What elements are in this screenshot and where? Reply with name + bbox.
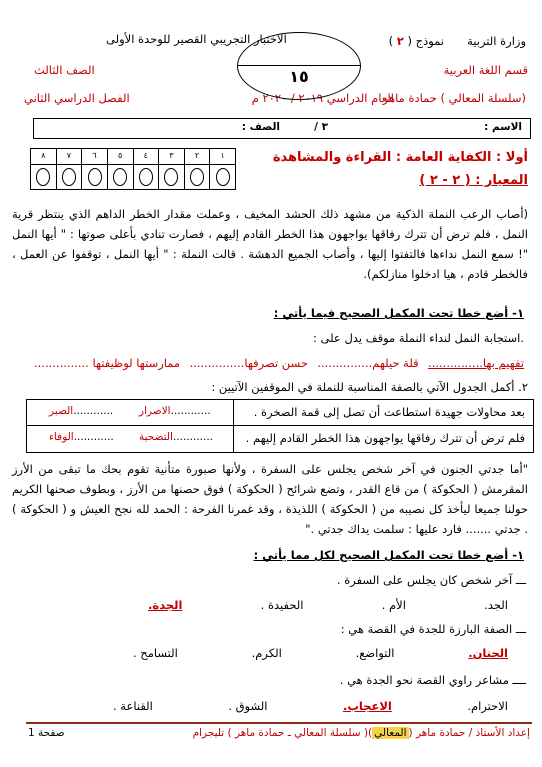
grid-number-cell: ٤ bbox=[133, 149, 159, 164]
series-label: (سلسلة المعالي ) حمادة ماهر bbox=[382, 91, 526, 105]
question-1-options bbox=[34, 356, 524, 374]
question-3-title: ١- أضع خطا تحت المكمل الصحيح لكل مما يأتي : bbox=[253, 548, 524, 562]
answer-bubble[interactable] bbox=[36, 168, 50, 186]
question-3-item-1-option[interactable]: الأم . bbox=[381, 598, 406, 612]
grid-bubble-cell[interactable] bbox=[107, 164, 133, 189]
question-3-item-3-options bbox=[113, 699, 508, 717]
year-label: العام الدراسي ٢٠١٩ / ٢٠٢٠ م bbox=[251, 91, 394, 105]
student-info-box bbox=[33, 118, 531, 139]
question-3-item-2-stem: ـــ الصفة البارزة للجدة في القصة هي : bbox=[340, 622, 526, 636]
traits-table bbox=[26, 399, 534, 453]
score-oval bbox=[237, 32, 361, 100]
criterion-label: المعيار : ( ٢ - ٢ ) bbox=[419, 173, 528, 188]
grid-number-cell: ٥ bbox=[107, 149, 133, 164]
question-3-item-1-option[interactable]: الجدة. bbox=[148, 598, 183, 612]
question-1-title: ١- أضع خطا تحت المكمل الصحيح فيما يأتي : bbox=[273, 306, 524, 320]
exam-title: الاختبار التجريبي القصير للوحدة الأولى bbox=[106, 32, 287, 46]
answer-bubble-grid bbox=[30, 148, 236, 190]
question-3-item-1-option[interactable]: الحفيدة . bbox=[260, 598, 304, 612]
dept-label: قسم اللغة العربية bbox=[443, 63, 528, 77]
table-row-1-text: بعد محاولات جهيدة استطاعت أن تصل إلى قمة الصخرة . bbox=[253, 405, 525, 419]
model-label: نموذج ( ٢ ) bbox=[388, 34, 444, 48]
grid-bubble-cell[interactable] bbox=[158, 164, 184, 189]
ministry-label: وزارة التربية bbox=[467, 34, 526, 48]
question-1-stem: .استجابة النمل لنداء النملة موقف يدل على : bbox=[313, 331, 524, 345]
table-row-2-text: فلم ترض أن تترك رفاقها يواجهون هذا الخطر القادم إليهم . bbox=[245, 431, 525, 445]
question-3-item-2-options bbox=[133, 646, 508, 664]
question-3-item-1-options bbox=[148, 598, 508, 616]
section-title: أولا : الكفاية العامة : القراءة والمشاهدة bbox=[272, 150, 528, 165]
question-3-item-2-option[interactable]: الحنان. bbox=[468, 646, 508, 660]
grid-bubble-cell[interactable] bbox=[31, 164, 56, 189]
answer-bubble[interactable] bbox=[113, 168, 127, 186]
answer-bubble[interactable] bbox=[164, 168, 178, 186]
question-1-option[interactable]: قلة حيلهم............... bbox=[317, 356, 419, 370]
answer-bubble[interactable] bbox=[139, 168, 153, 186]
question-3-item-3-option[interactable]: الاحترام. bbox=[467, 699, 508, 713]
question-1-option[interactable]: ممارستها لوظيفتها ............... bbox=[34, 356, 181, 370]
reading-passage-1: (أصاب الرعب النملة الذكية من مشهد ذلك الحشد المخيف ، وعملت مقدار الخطر الداهم الذي ينتظر قرية النمل ، فلم ترض أن تترك رفاقها يواجهون هذا الخطر القادم إليهم ، فصارت تنادي بأعلى صوتها : " أيها النمل "! سمع النمل نداءها فالتفتوا إليها ، وأصاب الجميع الدهشة . قالت النملة : " أيها النمل ، توقفوا عن العمل ، فالخطر قادم ، هيا ادخلوا منازلكم). bbox=[12, 207, 528, 281]
page-number: صفحة 1 bbox=[28, 727, 65, 739]
grid-number-cell: ٧ bbox=[56, 149, 82, 164]
question-3-item-1-stem: ـــ آخر شخص كان يجلس على السفرة . bbox=[336, 573, 526, 587]
class-label: الصف : bbox=[241, 121, 280, 133]
grid-number-cell: ٣ bbox=[158, 149, 184, 164]
grade-label: الصف الثالث bbox=[34, 63, 95, 77]
table-row-1-answer-2: ............الصبر bbox=[49, 405, 114, 417]
table-row-2-answer-2: ............الوفاء bbox=[49, 431, 114, 443]
grid-bubble-cell[interactable] bbox=[184, 164, 210, 189]
question-3-item-1-option[interactable]: الجد. bbox=[484, 598, 508, 612]
table-row-divider bbox=[27, 425, 533, 426]
answer-bubble[interactable] bbox=[88, 168, 102, 186]
semester-label: الفصل الدراسي الثاني bbox=[24, 91, 130, 105]
class-value: ٣ / bbox=[314, 121, 328, 133]
grid-number-cell: ١ bbox=[209, 149, 235, 164]
grid-bubble-cell[interactable] bbox=[133, 164, 159, 189]
question-1-option[interactable]: تفهيم بها............... bbox=[428, 356, 524, 370]
score-divider bbox=[238, 65, 360, 66]
name-label: الاسم : bbox=[484, 121, 522, 133]
grid-bubble-cell[interactable] bbox=[81, 164, 107, 189]
score-value: ١٥ bbox=[289, 67, 309, 86]
footer-credit: إعداد الأستاذ / حمادة ماهر (المعالي)( سلسلة المعالي ـ حمادة ماهر ) تليجرام bbox=[192, 727, 530, 739]
grid-number-cell: ٢ bbox=[184, 149, 210, 164]
question-3-item-3-option[interactable]: الاعجاب. bbox=[342, 699, 392, 713]
question-3-item-2-option[interactable]: التسامح . bbox=[133, 646, 178, 660]
question-3-item-3-option[interactable]: الشوق . bbox=[228, 699, 268, 713]
question-3-item-2-option[interactable]: الكرم. bbox=[251, 646, 282, 660]
question-3-item-2-option[interactable]: التواضع. bbox=[355, 646, 395, 660]
question-3-item-3-option[interactable]: القناعة . bbox=[113, 699, 153, 713]
grid-number-cell: ٨ bbox=[41, 151, 46, 160]
grid-bubble-cell[interactable] bbox=[209, 164, 235, 189]
question-2-title: ٢. أكمل الجدول الآتي بالصفة المناسبة للنملة في الموقفين الآتيين : bbox=[211, 380, 528, 394]
question-3-item-3-stem: ــــ مشاعر راوي القصة نحو الجدة هي . bbox=[339, 673, 526, 687]
grid-number-cell: ٦ bbox=[81, 149, 107, 164]
grid-bubble-cell[interactable] bbox=[56, 164, 82, 189]
reading-passage-2: "أما جدتي الجنون في آخر شخص يجلس على السفرة ، ولأنها صبورة متأنية تقوم بحك ما تبقى من الأرز المقرمش ( الحكوكة ) من قاع القدر ، وتضع شرائح ( الحكوكة ) فوق حصنها من الأرز ، وبطوف صحنها الكريم حولنا جميعا ليأخذ كل نصيبه من ( الحكوكة ) اللذيذة ، وقد غمرنا الفرحة : الحمد لله نجح العيش و ( الحكوكة ) . جدتي ....... فارد عليها : سلمت يداك جدتي ." bbox=[12, 462, 528, 536]
table-row-2-answer-1: ............التضحية bbox=[139, 431, 214, 443]
table-row-1-answer-1: ............الاصرار bbox=[139, 405, 211, 417]
answer-bubble[interactable] bbox=[190, 168, 204, 186]
answer-bubble[interactable] bbox=[216, 168, 230, 186]
question-1-option[interactable]: حسن تصرفها............... bbox=[189, 356, 308, 370]
answer-bubble[interactable] bbox=[62, 168, 76, 186]
table-col-divider bbox=[233, 400, 234, 452]
footer-rule bbox=[26, 722, 532, 724]
